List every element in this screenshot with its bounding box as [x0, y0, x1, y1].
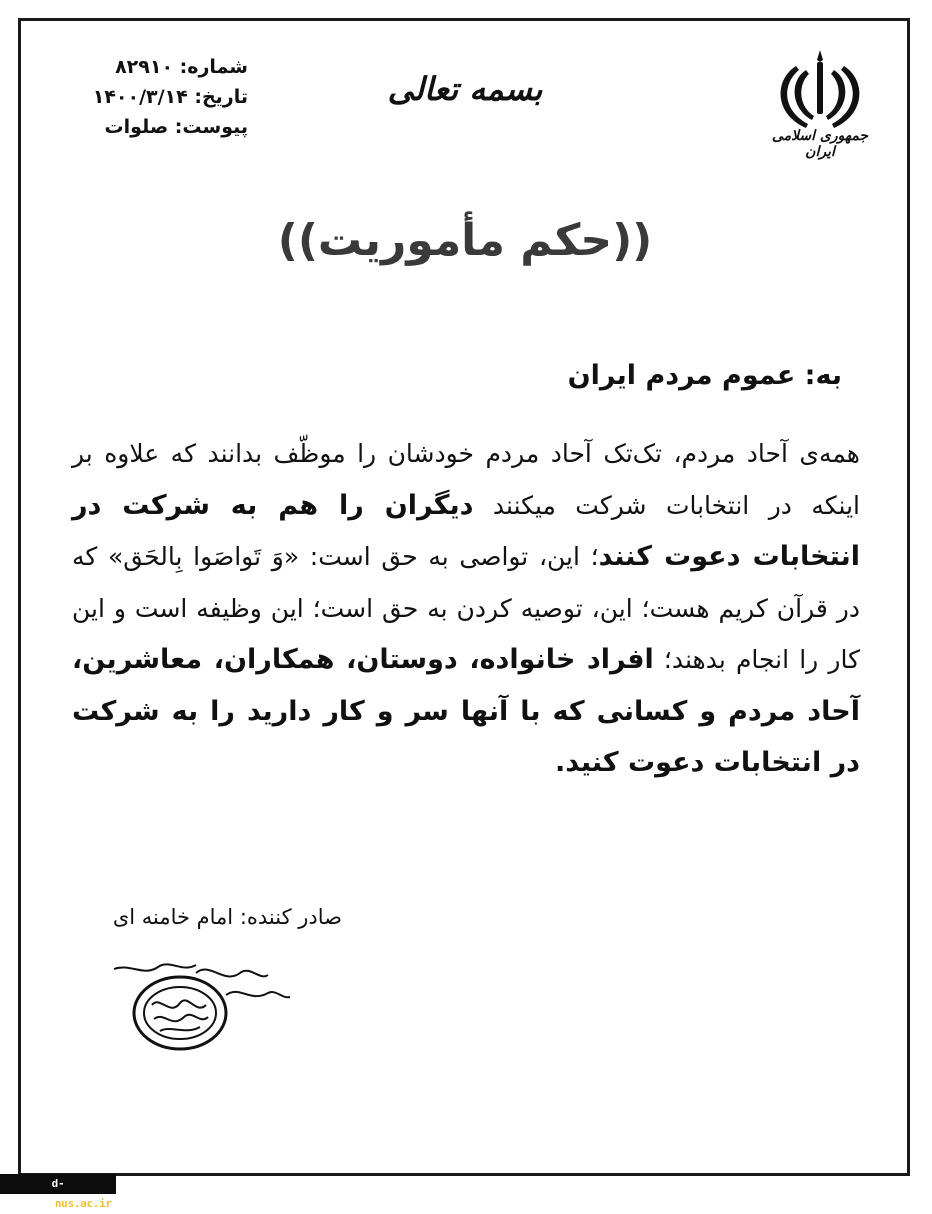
document-title: ((حکم مأموریت)): [277, 215, 653, 266]
letter-number: شماره: ۸۲۹۱۰: [115, 56, 248, 78]
letter-date: تاریخ: ۱۴۰۰/۳/۱۴: [92, 86, 248, 108]
emblem-caption: جمهوری اسلامی ایران: [771, 128, 869, 160]
body-paragraph: [72, 428, 860, 789]
seal-signature-icon: [100, 955, 300, 1065]
basmala: بسمه تعالی: [387, 70, 543, 108]
addressee: به: عموم مردم ایران: [567, 360, 842, 391]
watermark-domain: nus.ac.ir: [54, 1197, 112, 1210]
document-meta: [48, 52, 248, 142]
watermark-prefix: d-zahedan.: [4, 1177, 65, 1210]
issuer-line: صادر کننده: امام خامنه ای: [112, 905, 342, 929]
body-emphasis-1: دیگران را هم به شرکت در انتخابات دعوت کنند: [72, 489, 860, 572]
body-text-2: ؛ این، تواصی به حق است: «وَ تَواصَوا بِالحَق» که در قرآن کریم هست؛ این، توصیه کردن به حق است؛ این وظیفه است و این کار را انجام بدهند؛: [72, 542, 860, 674]
body-text-1: همه‌ی آحاد مردم، تک‌تک آحاد مردم خودشان را موظّف بدانند که علاوه بر اینکه در انتخابات شرکت میکنند: [72, 439, 860, 520]
site-watermark: [0, 1174, 116, 1210]
body-emphasis-2: افراد خانواده، دوستان، همکاران، معاشرین، آحاد مردم و کسانی که با آنها سر و کار دارید را به شرکت در انتخابات دعوت کنید.: [72, 644, 860, 778]
letter-attachment: پیوست: صلوات: [104, 116, 248, 138]
